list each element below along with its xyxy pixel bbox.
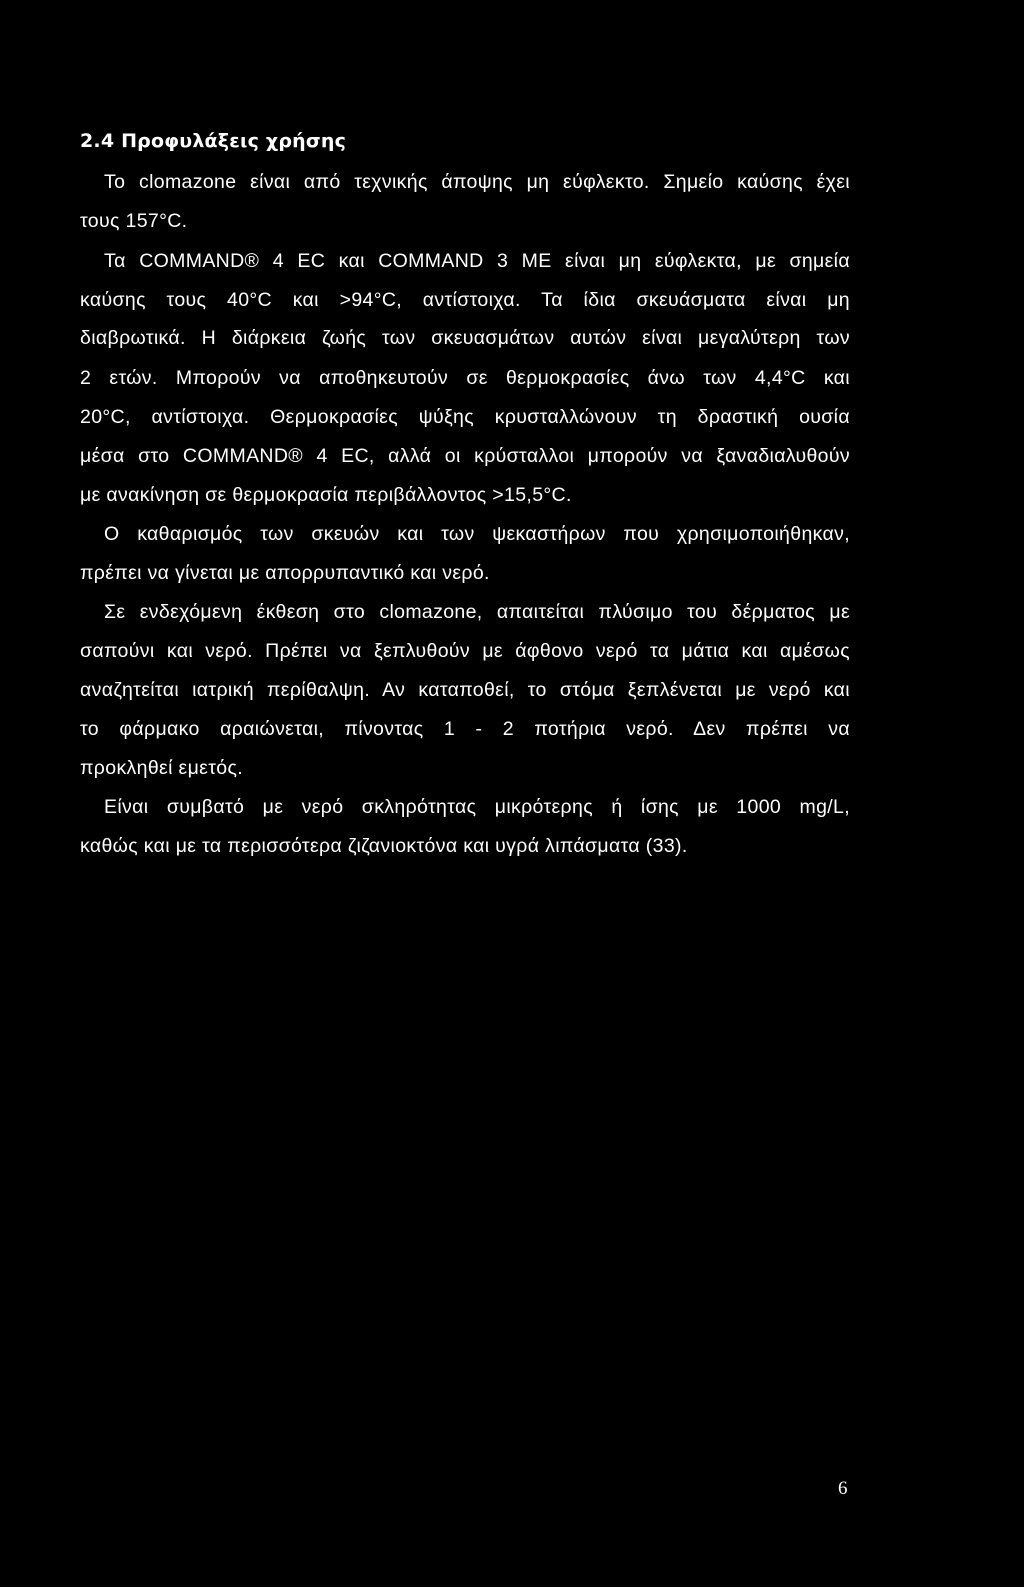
paragraph-line: προκληθεί εμετός. <box>80 757 243 779</box>
section-heading: 2.4 Προφυλάξεις χρήσης <box>80 130 347 152</box>
paragraph-line: 2 ετών. Μπορούν να αποθηκευτούν σε θερμοκρασίες άνω των 4,4°C και <box>80 367 850 389</box>
paragraph-line: Σε ενδεχόμενη έκθεση στο clomazone, απαιτείται πλύσιμο του δέρματος με <box>104 601 850 623</box>
paragraph-line: διαβρωτικά. Η διάρκεια ζωής των σκευασμάτων αυτών είναι μεγαλύτερη των <box>80 327 850 349</box>
paragraph-line: Ο καθαρισμός των σκευών και των ψεκαστήρων που χρησιμοποιήθηκαν, <box>104 523 850 545</box>
paragraph-line: Είναι συμβατό με νερό σκληρότητας μικρότερης ή ίσης με 1000 mg/L, <box>104 796 850 818</box>
page-number: 6 <box>838 1478 848 1499</box>
paragraph-line: αναζητείται ιατρική περίθαλψη. Αν καταποθεί, το στόμα ξεπλένεται με νερό και <box>80 679 850 701</box>
paragraph-line: 20°C, αντίστοιχα. Θερμοκρασίες ψύξης κρυσταλλώνουν τη δραστική ουσία <box>80 406 850 428</box>
paragraph-line: σαπούνι και νερό. Πρέπει να ξεπλυθούν με άφθονο νερό τα μάτια και αμέσως <box>80 640 850 662</box>
paragraph-line: με ανακίνηση σε θερμοκρασία περιβάλλοντος >15,5°C. <box>80 484 572 506</box>
paragraph-line: μέσα στο COMMAND® 4 EC, αλλά οι κρύσταλλοι μπορούν να ξαναδιαλυθούν <box>80 445 850 467</box>
paragraph-line: πρέπει να γίνεται με απορρυπαντικό και νερό. <box>80 562 490 584</box>
paragraph-line: το φάρμακο αραιώνεται, πίνοντας 1 - 2 ποτήρια νερό. Δεν πρέπει να <box>80 718 850 740</box>
paragraph-line: τους 157°C. <box>80 210 188 232</box>
paragraph-line: Τα COMMAND® 4 EC και COMMAND 3 ME είναι μη εύφλεκτα, με σημεία <box>104 250 850 272</box>
paragraph-line: καύσης τους 40°C και >94°C, αντίστοιχα. Τα ίδια σκευάσματα είναι μη <box>80 289 850 311</box>
paragraph-line: καθώς και με τα περισσότερα ζιζανιοκτόνα και υγρά λιπάσματα (33). <box>80 835 688 857</box>
paragraph-line: Το clomazone είναι από τεχνικής άποψης μη εύφλεκτο. Σημείο καύσης έχει <box>104 171 850 193</box>
